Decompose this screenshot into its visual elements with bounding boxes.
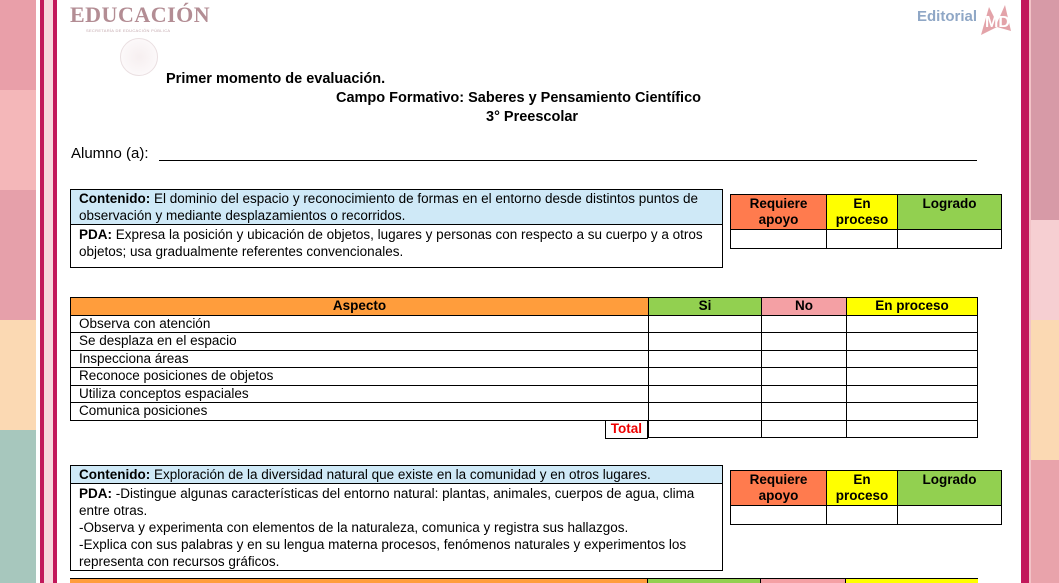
no-cell[interactable] bbox=[762, 368, 847, 386]
table-row bbox=[71, 368, 978, 386]
en-proceso-cell[interactable] bbox=[847, 385, 978, 403]
student-label: Alumno (a): bbox=[71, 145, 149, 162]
table-row bbox=[71, 385, 978, 403]
no-cell[interactable] bbox=[762, 315, 847, 333]
aspect-label: Observa con atención bbox=[71, 315, 649, 333]
no-cell[interactable] bbox=[762, 385, 847, 403]
editorial-md-logo: Editorial bbox=[917, 8, 978, 25]
no-header: No bbox=[762, 298, 847, 316]
educacion-logo-subtitle: SECRETARÍA DE EDUCACIÓN PÚBLICA bbox=[86, 28, 171, 33]
en-proceso-cell[interactable] bbox=[847, 315, 978, 333]
requiere-apoyo-cell[interactable] bbox=[731, 230, 827, 249]
aspect-label: Comunica posiciones bbox=[71, 403, 649, 421]
section-1-evaluation-table bbox=[730, 194, 1002, 249]
requiere-apoyo-cell[interactable] bbox=[731, 506, 827, 525]
pda-label: PDA: bbox=[79, 227, 112, 242]
logrado-cell[interactable] bbox=[898, 506, 1002, 525]
title-line-3: 3° Preescolar bbox=[486, 109, 579, 125]
aspect-label: Utiliza conceptos espaciales bbox=[71, 385, 649, 403]
contenido-label: Contenido: bbox=[79, 191, 151, 206]
aspect-label: Reconoce posiciones de objetos bbox=[71, 368, 649, 386]
no-total-cell[interactable] bbox=[762, 420, 847, 438]
section-2-content-box bbox=[70, 465, 723, 571]
aspect-label: Inspecciona áreas bbox=[71, 350, 649, 368]
pda-label: PDA: bbox=[79, 486, 112, 501]
si-header: Si bbox=[649, 298, 762, 316]
si-cell[interactable] bbox=[649, 368, 762, 386]
logrado-header: Logrado bbox=[898, 195, 1002, 230]
si-total-cell[interactable] bbox=[649, 420, 762, 438]
national-seal-icon bbox=[120, 38, 158, 76]
table-row bbox=[71, 333, 978, 351]
student-name-field[interactable] bbox=[159, 160, 977, 161]
aspect-table bbox=[70, 297, 978, 438]
educacion-logo: EDUCACIÓN bbox=[70, 2, 211, 27]
next-aspect-table-header bbox=[70, 578, 978, 583]
total-cell-container bbox=[71, 420, 649, 438]
md-logo-icon bbox=[977, 1, 1015, 37]
section-2-evaluation-table bbox=[730, 470, 1002, 525]
si-cell[interactable] bbox=[649, 333, 762, 351]
right-decorative-border bbox=[1021, 0, 1059, 583]
en-proceso-cell[interactable] bbox=[827, 230, 898, 249]
table-row bbox=[71, 403, 978, 421]
contenido-text: Exploración de la diversidad natural que existe en la comunidad y en otros lugares. bbox=[150, 467, 651, 482]
si-cell[interactable] bbox=[649, 403, 762, 421]
en-proceso-cell[interactable] bbox=[847, 403, 978, 421]
en-proceso-cell[interactable] bbox=[827, 506, 898, 525]
document-page bbox=[57, 0, 1021, 583]
title-line-2: Campo Formativo: Saberes y Pensamiento Científico bbox=[336, 90, 702, 106]
title-line-1: Primer momento de evaluación. bbox=[166, 71, 386, 87]
svg-text:MD: MD bbox=[985, 14, 1010, 31]
pda-line-1: -Distingue algunas características del entorno natural: plantas, animales, cuerpos de agua, clima entre otras. bbox=[79, 486, 695, 518]
table-row bbox=[71, 350, 978, 368]
en-proceso-header: En proceso bbox=[827, 471, 898, 506]
en-proceso-total-cell[interactable] bbox=[847, 420, 978, 438]
contenido-label: Contenido: bbox=[79, 467, 151, 482]
requiere-apoyo-header: Requiere apoyo bbox=[731, 471, 827, 506]
table-row bbox=[71, 315, 978, 333]
en-proceso-cell[interactable] bbox=[847, 368, 978, 386]
no-cell[interactable] bbox=[762, 403, 847, 421]
contenido-text: El dominio del espacio y reconocimiento de formas en el entorno desde distintos puntos de observación y mediante desplazamientos o recorridos. bbox=[79, 191, 699, 223]
logrado-header: Logrado bbox=[898, 471, 1002, 506]
section-2-contenido bbox=[71, 466, 722, 484]
en-proceso-cell[interactable] bbox=[847, 350, 978, 368]
en-proceso-header: En proceso bbox=[827, 195, 898, 230]
total-label: Total bbox=[605, 420, 648, 439]
pda-line-3: -Explica con sus palabras y en su lengua materna procesos, fenómenos naturales y experimentos los representa con recursos gráficos. bbox=[79, 537, 687, 569]
si-cell[interactable] bbox=[649, 350, 762, 368]
section-2-pda bbox=[71, 484, 722, 571]
pda-text: Expresa la posición y ubicación de objetos, lugares y personas con respecto a su cuerpo y a otros objetos; usa gradualmente referentes convencionales. bbox=[79, 227, 703, 259]
no-cell[interactable] bbox=[762, 350, 847, 368]
section-1-pda bbox=[71, 225, 722, 261]
pda-line-2: -Observa y experimenta con elementos de la naturaleza, comunica y registra sus hallazgos. bbox=[79, 520, 629, 535]
left-decorative-border bbox=[0, 0, 57, 583]
total-row bbox=[71, 420, 978, 438]
logrado-cell[interactable] bbox=[898, 230, 1002, 249]
en-proceso-header: En proceso bbox=[847, 298, 978, 316]
en-proceso-cell[interactable] bbox=[847, 333, 978, 351]
aspecto-header: Aspecto bbox=[71, 298, 649, 316]
si-cell[interactable] bbox=[649, 315, 762, 333]
si-cell[interactable] bbox=[649, 385, 762, 403]
section-1-content-box bbox=[70, 189, 723, 268]
no-cell[interactable] bbox=[762, 333, 847, 351]
requiere-apoyo-header: Requiere apoyo bbox=[731, 195, 827, 230]
aspect-label: Se desplaza en el espacio bbox=[71, 333, 649, 351]
section-1-contenido bbox=[71, 190, 722, 225]
